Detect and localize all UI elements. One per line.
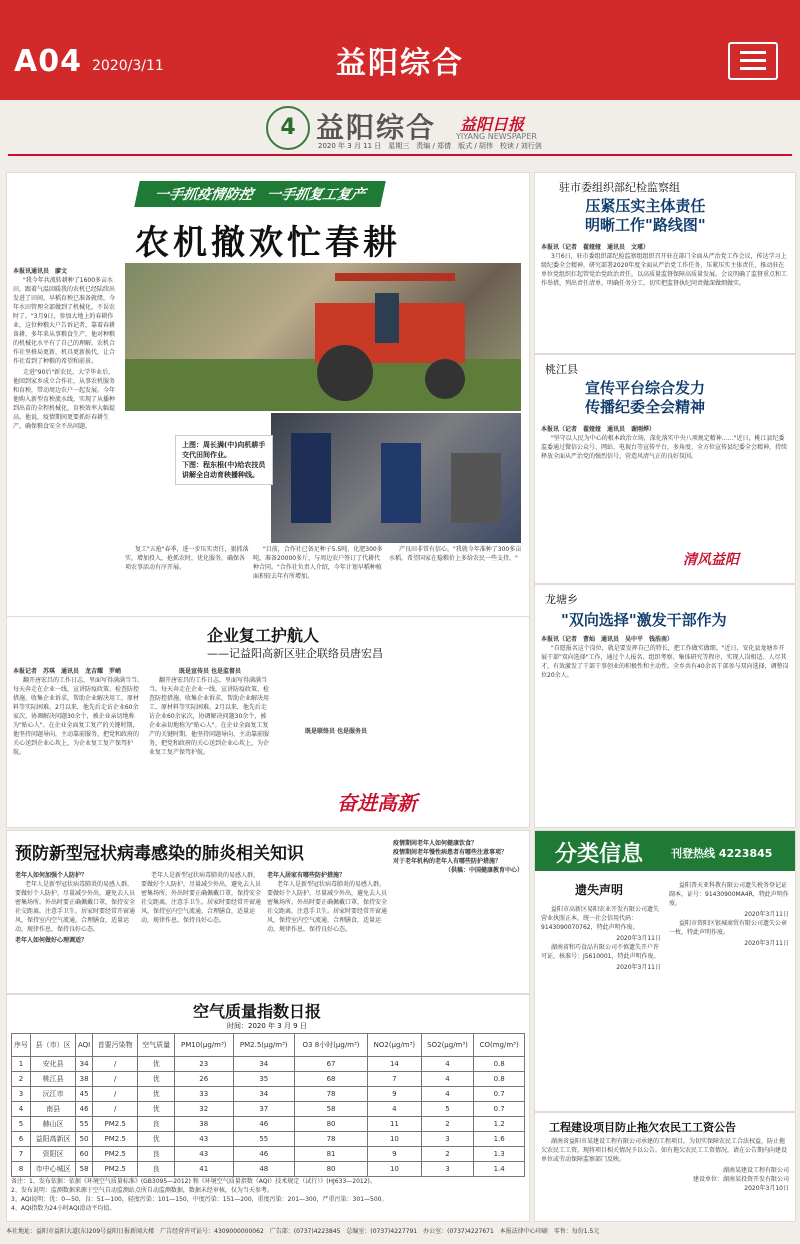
air-table-cell: 桃江县 xyxy=(30,1072,75,1087)
health-body-2: 老年人是新型冠状病毒肺炎的易感人群，要做好个人防护，尽量减少外出，避免去人员密集场所。外出时要正确佩戴口罩，保持安全社交距离，注意手卫生。居家时要经常开窗通风，保持室内空气流通，合理膳食，适量运动，规律作息，保持良好心态。 xyxy=(141,872,261,924)
air-table-cell: 0.8 xyxy=(474,1072,525,1087)
air-table-cell: 7 xyxy=(368,1072,422,1087)
air-table-cell: PM2.5 xyxy=(92,1117,137,1132)
ads-header xyxy=(535,831,795,871)
air-header-cell: PM2.5(μg/m³) xyxy=(233,1034,294,1057)
right2-stamp: 清风益阳 xyxy=(683,552,739,568)
health-col4 xyxy=(393,839,523,989)
notice-1: 益阳市高新区易阳农业开发有限公司遗失营业执照正本，统一社会信用代码：9143090070762，特此声明作废。 xyxy=(541,906,660,931)
lead-text-col3 xyxy=(253,545,385,615)
newspaper-logo: 益阳日报 xyxy=(460,115,525,134)
air-table-cell: 32 xyxy=(174,1102,233,1117)
enterprise-col1 xyxy=(13,667,143,821)
air-table-cell: 48 xyxy=(233,1162,294,1177)
air-table-cell: 2 xyxy=(421,1117,474,1132)
air-header-row xyxy=(12,1034,525,1057)
air-note-2: 2、发布说明：监测数据来源于空气自动监测站点所自动监测数据，数据未经审核，仅为当天参考。 xyxy=(11,1187,273,1194)
lead-body-3: 复工"五抢"春季，进一步压实责任，狠抓落实，增加投入，抢抓农时，优化服务，确保各项农事活动有序开展。 xyxy=(125,546,249,571)
right3-text xyxy=(541,635,789,821)
air-table-cell: 赫山区 xyxy=(30,1117,75,1132)
right1-title: 压紧压实主体责任 明晰工作"路线图" xyxy=(585,197,706,234)
workers-illustration xyxy=(271,413,521,543)
tractor-illustration xyxy=(125,263,521,411)
notice-4-date: 2020年3月11日 xyxy=(744,940,789,947)
air-table-cell: 26 xyxy=(174,1072,233,1087)
lead-text-col1 xyxy=(13,267,119,613)
photo-caption: 上图：周长满(中)向机耕手交代田间作业。 下图：程东根(中)给农技员讲解全自动育秧播种线。 xyxy=(175,435,273,485)
health-q1: 老年人如何加强个人防护？ xyxy=(15,872,88,879)
air-table-cell: 60 xyxy=(76,1147,93,1162)
tractor-photo xyxy=(125,263,521,411)
air-table-cell: / xyxy=(92,1057,137,1072)
health-q2: 老年人如何做好心理调适？ xyxy=(15,937,88,944)
right2-body: "坚守以人民为中心的根本政治立场，深化落实中央八项规定精神……"近日，桃江县纪委监委通过微信公众号、网站、电视台等宣传平台，多角度、全方位宣传县纪委全会精神，持续释放全面从严治党的强烈信号，营造风清气正的良好氛围。 xyxy=(541,435,788,460)
enterprise-subhead-2: 既是联络员 也是服务员 xyxy=(304,728,368,735)
lead-text-col4 xyxy=(389,545,523,615)
enterprise-col4 xyxy=(401,667,523,767)
air-table-cell: 55 xyxy=(76,1117,93,1132)
right2-byline: 本报讯（记者 翟娅娅 通讯员 谢刚烨） xyxy=(541,426,656,433)
air-table-cell: 1.4 xyxy=(474,1162,525,1177)
air-table-cell: 55 xyxy=(233,1132,294,1147)
air-table-cell: 1.2 xyxy=(474,1117,525,1132)
air-table-cell: 81 xyxy=(295,1147,368,1162)
air-quality-table xyxy=(11,1033,525,1177)
project-title: 工程建设项目防止拖欠农民工工资公告 xyxy=(549,1121,736,1134)
air-table-cell: / xyxy=(92,1102,137,1117)
air-table-cell: 3 xyxy=(12,1087,31,1102)
air-table-cell: 50 xyxy=(76,1132,93,1147)
air-quality-panel xyxy=(6,994,530,1222)
air-table-row xyxy=(12,1057,525,1072)
air-table-cell: 78 xyxy=(295,1087,368,1102)
enterprise-story xyxy=(6,616,530,828)
air-table-cell: 80 xyxy=(295,1117,368,1132)
air-table-row xyxy=(12,1102,525,1117)
project-text xyxy=(541,1137,789,1219)
enterprise-subhead-1: 既是宣传员 也是监督员 xyxy=(178,668,242,675)
air-table-cell: 10 xyxy=(368,1162,422,1177)
health-knowledge xyxy=(6,830,530,994)
air-table-cell: / xyxy=(92,1072,137,1087)
air-table-cell: 优 xyxy=(138,1087,175,1102)
page-circle-number: 4 xyxy=(266,106,310,150)
air-table-cell: 资阳区 xyxy=(30,1147,75,1162)
right3-kicker: 龙塘乡 xyxy=(545,593,578,606)
air-table-cell: 4 xyxy=(421,1072,474,1087)
air-table-cell: 9 xyxy=(368,1087,422,1102)
air-table-cell: 1 xyxy=(12,1057,31,1072)
air-table-cell: 4 xyxy=(12,1102,31,1117)
air-table-cell: / xyxy=(92,1087,137,1102)
air-table-cell: 58 xyxy=(76,1162,93,1177)
air-table-row xyxy=(12,1132,525,1147)
air-header-cell: AQI xyxy=(76,1034,93,1057)
enterprise-col2 xyxy=(149,667,271,821)
notice-title: 遗失声明 xyxy=(575,883,624,897)
lead-headline: 农机撤欢忙春耕 xyxy=(135,223,401,263)
newspaper-logo-en: YIYANG NEWSPAPER xyxy=(456,132,537,141)
project-date: 2020年3月10日 xyxy=(744,1185,789,1192)
air-table-cell: 11 xyxy=(368,1117,422,1132)
air-table-cell: 37 xyxy=(233,1102,294,1117)
air-header-cell: 空气质量 xyxy=(138,1034,175,1057)
lead-body-4: "目前，合作社已备足种子5.5吨、化肥300多吨，准备20000多斤，与周边农户签订了代耕代种合同。"合作社负责人介绍，今年计划早稻种植面积较去年有所增加。 xyxy=(253,546,383,580)
air-title: 空气质量指数日报 xyxy=(193,1002,322,1021)
health-q5: 疫情期间老年慢性病患者有哪些注意事项？ xyxy=(393,849,508,856)
air-table-row xyxy=(12,1072,525,1087)
air-table-cell: PM2.5 xyxy=(92,1162,137,1177)
enterprise-stamp: 奋进高新 xyxy=(337,791,417,815)
right3-body: "自愿报名这个岗位，就是要发挥自己的特长，把工作做实做细。"近日，安化县龙塘乡开展干部"双向选择"工作，通过个人报名、组织考察、集体研究等程序，实现人岗相适、人尽其才，有效激发了干部干事创业的积极性和主动性。全乡共有40余名干部参与双向选择，调整岗位20余人。 xyxy=(541,645,789,679)
air-table-cell: 78 xyxy=(295,1132,368,1147)
air-table-cell: 6 xyxy=(12,1132,31,1147)
right3-byline: 本报讯（记者 曹灿 通讯员 吴中平 钱浩南） xyxy=(541,636,674,643)
air-table-cell: 46 xyxy=(76,1102,93,1117)
air-table-cell: 38 xyxy=(76,1072,93,1087)
air-notes xyxy=(11,1177,525,1219)
air-table-cell: 益阳高新区 xyxy=(30,1132,75,1147)
air-header-cell: 首要污染物 xyxy=(92,1034,137,1057)
health-col2 xyxy=(141,871,261,989)
air-header-cell: NO2(μg/m³) xyxy=(368,1034,422,1057)
ads-col1 xyxy=(541,905,661,1105)
right2-kicker: 桃江县 xyxy=(545,363,578,376)
edit-line: 2020 年 3 月 11 日 星期三 责编 / 郑倩 版式 / 胡伟 校读 / 刘行剑 xyxy=(318,142,542,150)
menu-icon[interactable] xyxy=(728,42,778,80)
issue-date: 2020/3/11 xyxy=(92,58,164,74)
notice-4: 益阳市资阳区银城商贸有限公司遗失公章一枚，特此声明作废。 xyxy=(669,920,788,936)
air-table-cell: 4 xyxy=(421,1087,474,1102)
air-table-cell: 2 xyxy=(421,1147,474,1162)
notice-2: 益阳普天亚科教有限公司遗失税务登记证副本，证号：91430900MA4R，特此声明作废。 xyxy=(669,882,789,907)
air-table-cell: 良 xyxy=(138,1147,175,1162)
air-table-cell: 33 xyxy=(174,1087,233,1102)
notice-3-date: 2020年3月11日 xyxy=(616,964,661,971)
lead-text-col2 xyxy=(125,545,249,615)
health-body-3: 老年人是新型冠状病毒肺炎的易感人群，要做好个人防护，尽量减少外出，避免去人员密集场所。外出时要正确佩戴口罩，保持安全社交距离，注意手卫生。居家时要经常开窗通风，保持室内空气流通，合理膳食，适量运动，规律作息，保持良好心态。 xyxy=(267,881,387,933)
health-q6: 对于老年机构的老年人有哪些防护措施？ xyxy=(393,858,502,865)
page-number: A04 xyxy=(14,44,82,79)
air-table-cell: 34 xyxy=(233,1087,294,1102)
air-table-cell: 43 xyxy=(174,1132,233,1147)
right1-byline: 本报讯（记者 翟娅娅 通讯员 文瑾） xyxy=(541,244,650,251)
air-table-cell: 68 xyxy=(295,1072,368,1087)
footer-line: 本社地址：益阳市益阳大道(东)209号益阳日报新闻大楼 广告经营许可证号：4309000000062 广告部：(0737)4223845 总编室：(0737)4227791 办公室：(0737)4227671 本报法律中心印刷 零售：每份1.5元 xyxy=(6,1228,600,1235)
classified-ads xyxy=(534,830,796,1112)
right1-kicker: 驻市委组织部纪检监察组 xyxy=(559,181,680,194)
air-table-cell: 1.3 xyxy=(474,1147,525,1162)
right1-text xyxy=(541,243,789,349)
air-header-cell: PM10(μg/m³) xyxy=(174,1034,233,1057)
air-table-cell: 35 xyxy=(233,1072,294,1087)
top-banner xyxy=(0,0,800,100)
air-table-cell: 3 xyxy=(421,1132,474,1147)
project-sign-2: 建设单位：湖南某投资开发有限公司 xyxy=(692,1176,789,1183)
air-table-cell: PM2.5 xyxy=(92,1132,137,1147)
air-table-row xyxy=(12,1162,525,1177)
air-table-body xyxy=(12,1057,525,1177)
air-table-cell: 安化县 xyxy=(30,1057,75,1072)
air-table-row xyxy=(12,1087,525,1102)
enterprise-body-1: 翻开唐宏昌的工作日志，里面写得满满当当。每天奔走在企业一线，宣讲防疫政策、检查防控措施、收集企业诉求，帮助企业解决用工、原材料等实际困难。2月以来，他先后走访企业60余家次，协调解决问题30余个，被企业亲切地称为"贴心人"。在企业全面复工复产的关键时期，他坚持问题导向，主动靠前服务，把党和政府的关心送到企业心坎上，为企业复工复产保驾护航。 xyxy=(13,677,143,756)
air-table-cell: 8 xyxy=(12,1162,31,1177)
air-table-cell: 0.8 xyxy=(474,1057,525,1072)
health-col1 xyxy=(15,871,135,989)
air-header-cell: CO(mg/m³) xyxy=(474,1034,525,1057)
air-table-cell: 3 xyxy=(421,1162,474,1177)
project-notice xyxy=(534,1112,796,1222)
air-table-cell: 10 xyxy=(368,1132,422,1147)
air-table-cell: 5 xyxy=(421,1102,474,1117)
notice-2-date: 2020年3月11日 xyxy=(744,911,789,918)
notice-3: 湖南省和巧食品有限公司不慎遗失开户许可证，核准号：J5610001，特此声明作废。 xyxy=(541,944,660,960)
health-q4: 疫情期间老年人如何健康饮食？ xyxy=(393,840,478,847)
air-table-cell: 南县 xyxy=(30,1102,75,1117)
lead-byline: 本报讯通讯员 廖文 xyxy=(13,268,68,275)
enterprise-subtitle: ——记益阳高新区驻企联络员唐宏昌 xyxy=(207,647,383,660)
health-q3: 老年人居家有哪些防护措施？ xyxy=(267,872,346,879)
masthead-title: 益阳综合 xyxy=(316,111,437,144)
air-table-cell: 45 xyxy=(76,1087,93,1102)
air-header-cell: O3 8小时(μg/m³) xyxy=(295,1034,368,1057)
project-body: 湖南省益阳市某建设工程有限公司承建的工程项目，为切实保障农民工合法权益，防止拖欠农民工工资，现将项目相关情况予以公告。如有拖欠农民工工资情况，请在公告期内向建设单位或劳动保障监察部门反映。 xyxy=(541,1138,788,1163)
air-table-row xyxy=(12,1147,525,1162)
health-title: 预防新型冠状病毒感染的肺炎相关知识 xyxy=(15,844,304,864)
right-story-3 xyxy=(534,584,796,828)
air-table-cell: 46 xyxy=(233,1117,294,1132)
right3-title: "双向选择"激发干部作为 xyxy=(561,611,727,629)
air-table-cell: 9 xyxy=(368,1147,422,1162)
air-table-cell: 1.6 xyxy=(474,1132,525,1147)
air-note-3: 3、AQI说明：优：0—50，良：51—100，轻度污染：101—150，中度污染：151—200，重度污染：201—300，严重污染：301—500。 xyxy=(11,1196,388,1203)
air-time: 时间：2020 年 3 月 9 日 xyxy=(227,1022,307,1030)
air-table-cell: 46 xyxy=(233,1147,294,1162)
air-table-cell: 38 xyxy=(174,1117,233,1132)
air-table-cell: 优 xyxy=(138,1072,175,1087)
air-table-cell: 80 xyxy=(295,1162,368,1177)
health-source: （供稿：中国健康教育中心） xyxy=(444,867,523,874)
ads-hotline: 刊登热线 4223845 xyxy=(671,847,773,860)
air-table-cell: PM2.5 xyxy=(92,1147,137,1162)
air-note-1: 备注：1、发布依据：依据《环境空气质量标准》(GB3095—2012) 和《环境空气质量指数（AQI）技术规定（试行）》(HJ633—2012)。 xyxy=(11,1178,376,1185)
right1-body: 3月6日，驻市委组织部纪检监察组组织召开驻在部门全面从严治党工作会议，传达学习上级纪委全会精神，研究部署2020年度全面从严治党工作任务，压紧压实主体责任，推动驻在单位党组织扛起管党治党政治责任，以高质量监督保障高质量发展。会议明确了监督重点和工作举措，列出责任清单，明确任务分工，切实把监督执纪问责做深做细做实。 xyxy=(541,253,788,287)
air-table-cell: 41 xyxy=(174,1162,233,1177)
notice-1-date: 2020年3月11日 xyxy=(616,935,661,942)
air-table-cell: 沅江市 xyxy=(30,1087,75,1102)
masthead-divider xyxy=(8,154,792,156)
air-table-cell: 14 xyxy=(368,1057,422,1072)
lead-banner: 一手抓疫情防控 一手抓复工复产 xyxy=(134,181,386,207)
enterprise-title: 企业复工护航人 xyxy=(207,626,320,645)
air-table-cell: 23 xyxy=(174,1057,233,1072)
lead-body-1: "我今年共流转耕种了1600多亩水田，跟着气温回暖我的农机已经陆续出发进了田间，早稻育秧已准备就绪，今年水田管理全部做到了机械化，不误农时了。"3月9日，参加大地上的春耕作业，这位种粮大户告诉记者，靠着春耕备耕，多年来从事粮食生产，他对种粮的机械化水平有了自己的理解。农机合作社里格局更新，机具更新换代，让合作社看到了种粮的希望和前景。 xyxy=(13,277,116,365)
air-header-cell: SO2(μg/m³) xyxy=(421,1034,474,1057)
lead-body-5: 产良田非常有信心。"我就今年准种了300多亩水稻，希望国家在稳粮价上多给农民一些支持。" xyxy=(389,546,522,562)
air-table-row xyxy=(12,1117,525,1132)
air-header-cell: 序号 xyxy=(12,1034,31,1057)
right-story-1 xyxy=(534,172,796,354)
air-note-4: 4、AQI指数为24小时AQI滑动平均值。 xyxy=(11,1205,116,1212)
air-table-cell: 良 xyxy=(138,1117,175,1132)
air-table-cell: 0.7 xyxy=(474,1087,525,1102)
enterprise-body-2: 翻开唐宏昌的工作日志，里面写得满满当当。每天奔走在企业一线，宣讲防疫政策、检查防控措施、收集企业诉求，帮助企业解决用工、原材料等实际困难。2月以来，他先后走访企业60余家次，协调解决问题30余个，被企业亲切地称为"贴心人"。在企业全面复工复产的关键时期，他坚持问题导向，主动靠前服务，把党和政府的关心送到企业心坎上，为企业复工复产保驾护航。 xyxy=(149,677,270,756)
enterprise-byline: 本报记者 苏琪 通讯员 龙吉耀 罗峭 xyxy=(13,668,122,675)
right2-text xyxy=(541,425,789,575)
air-table-cell: 7 xyxy=(12,1147,31,1162)
section-title: 益阳综合 xyxy=(336,46,464,81)
health-col3 xyxy=(267,871,387,989)
right-story-2 xyxy=(534,354,796,584)
air-table-cell: 市中心城区 xyxy=(30,1162,75,1177)
air-table-cell: 4 xyxy=(368,1102,422,1117)
air-table-cell: 优 xyxy=(138,1057,175,1072)
air-table-cell: 43 xyxy=(174,1147,233,1162)
air-table-cell: 优 xyxy=(138,1132,175,1147)
lead-body-2: 走进"90后"新农民，大学毕业后，他回到家乡成立合作社，从事农机服务和育秧，带动周边农户一起发展。今年他购入新型育秧流水线，实现了从播种到出苗的全程机械化，育秧效率大幅提高。他说，疫情期间更要抓好春耕生产，确保粮食安全不出问题。 xyxy=(13,369,116,430)
ads-col2 xyxy=(669,881,789,1105)
air-table-cell: 良 xyxy=(138,1162,175,1177)
air-table-cell: 4 xyxy=(421,1057,474,1072)
air-table-cell: 58 xyxy=(295,1102,368,1117)
air-table-cell: 0.7 xyxy=(474,1102,525,1117)
air-table-cell: 67 xyxy=(295,1057,368,1072)
air-table-cell: 34 xyxy=(233,1057,294,1072)
right2-title: 宣传平台综合发力 传播纪委全会精神 xyxy=(585,379,706,416)
air-table-cell: 34 xyxy=(76,1057,93,1072)
health-body-1: 老年人是新型冠状病毒肺炎的易感人群，要做好个人防护，尽量减少外出，避免去人员密集场所。外出时要正确佩戴口罩，保持安全社交距离，注意手卫生。居家时要经常开窗通风，保持室内空气流通，合理膳食，适量运动，规律作息，保持良好心态。 xyxy=(15,881,135,933)
air-table-cell: 优 xyxy=(138,1102,175,1117)
workers-photo xyxy=(271,413,521,543)
ads-title: 分类信息 xyxy=(555,842,644,867)
air-table-cell: 2 xyxy=(12,1072,31,1087)
air-table-cell: 5 xyxy=(12,1117,31,1132)
air-header-cell: 县（市）区 xyxy=(30,1034,75,1057)
project-sign-1: 湖南某建设工程有限公司 xyxy=(722,1167,789,1174)
lead-story xyxy=(6,172,530,618)
